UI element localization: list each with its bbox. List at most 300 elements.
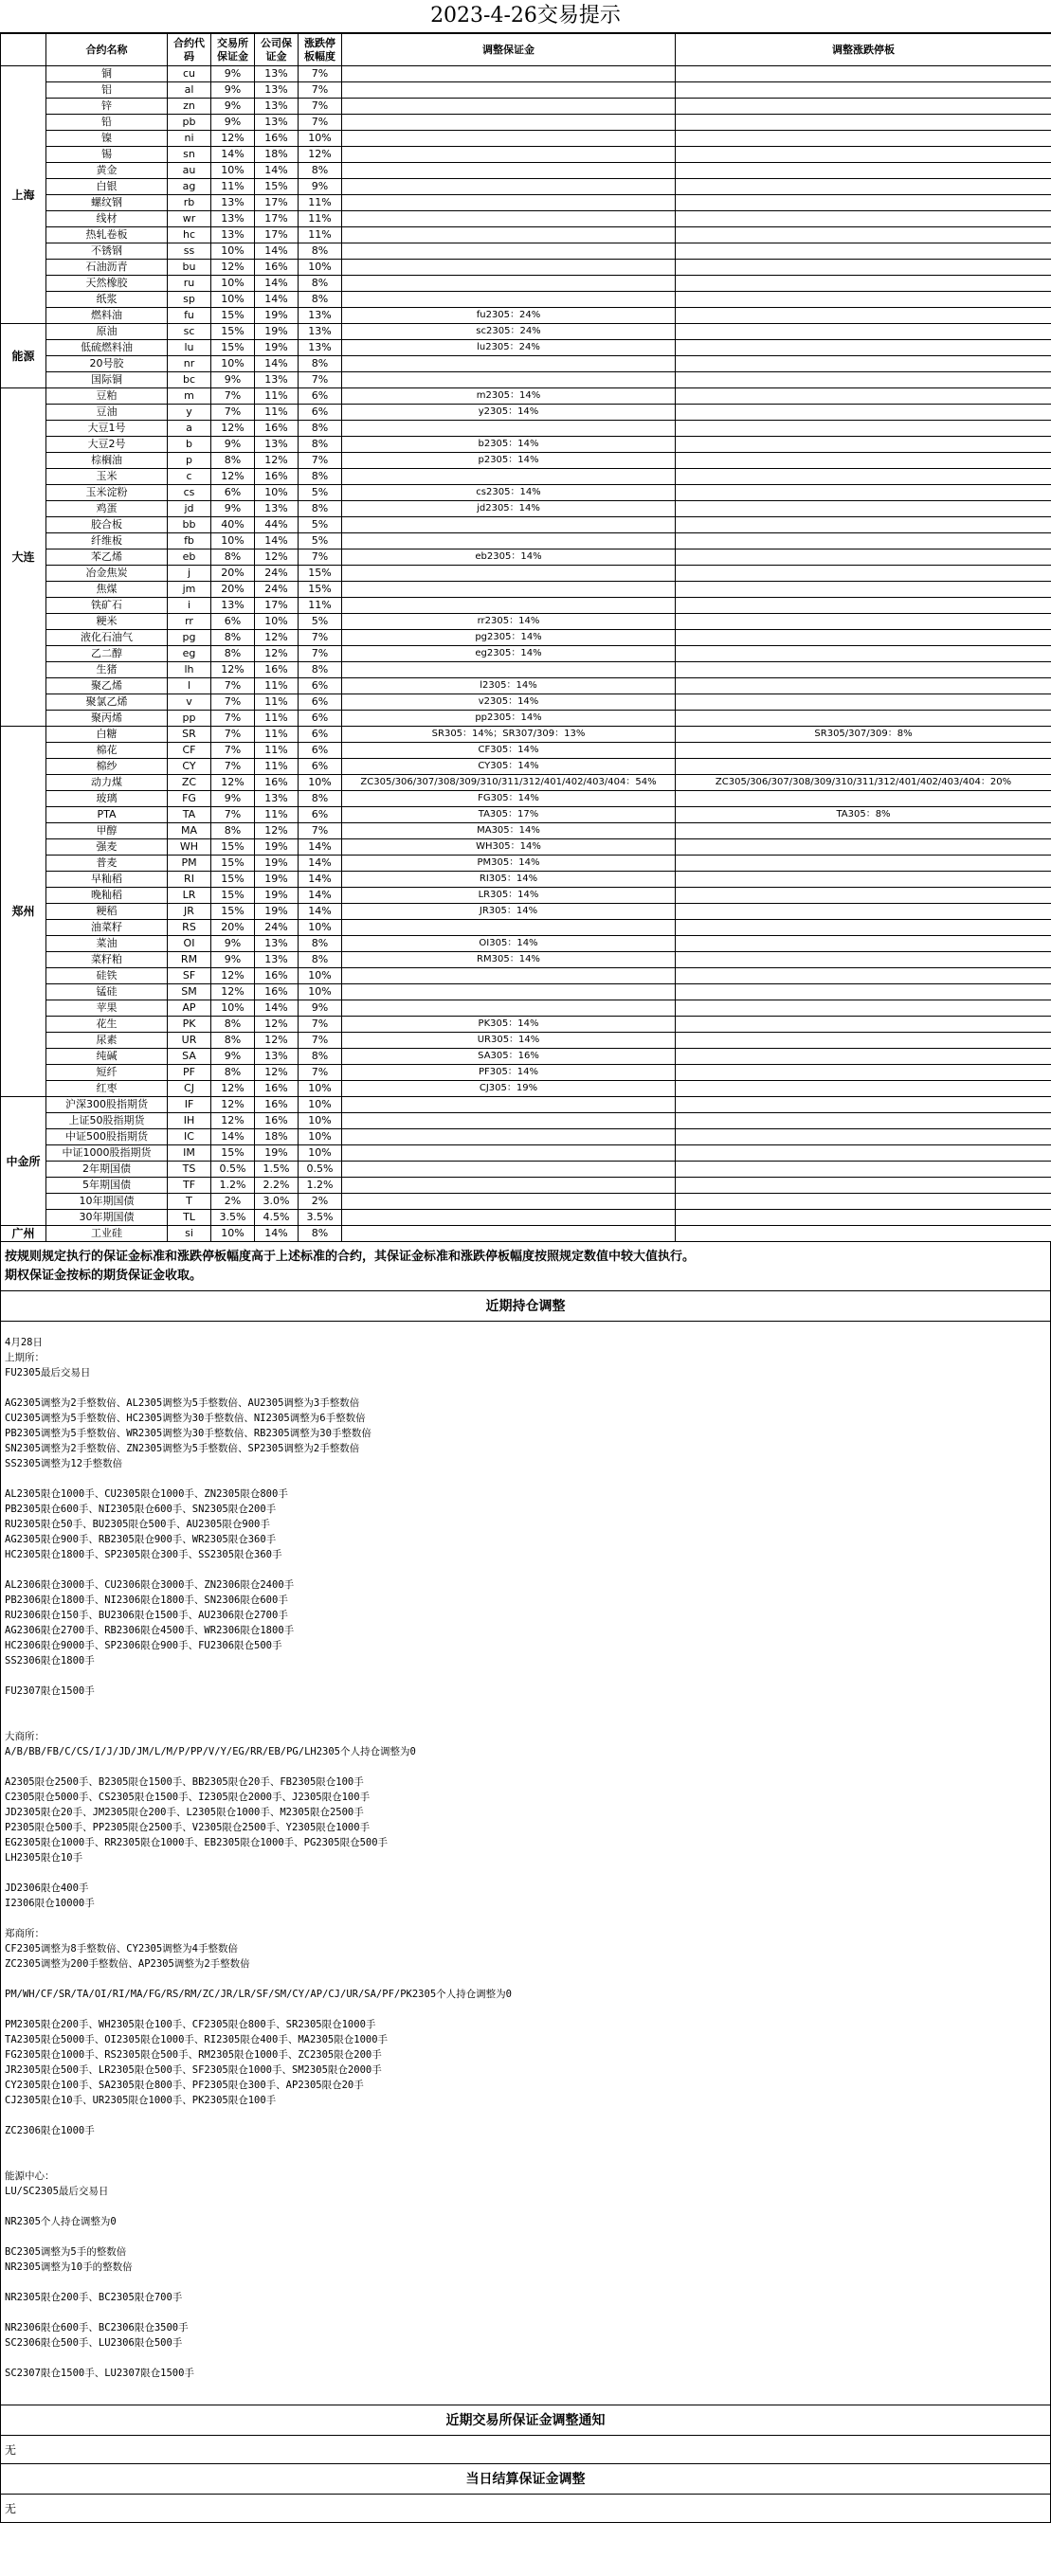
contract-name-cell: 中证1000股指期货 bbox=[46, 1145, 168, 1162]
contract-name-cell: 10年期国债 bbox=[46, 1194, 168, 1210]
adjusted-price-limit-cell bbox=[676, 549, 1051, 566]
contract-name-cell: 铁矿石 bbox=[46, 598, 168, 614]
contract-code-cell: RI bbox=[168, 872, 211, 888]
table-row bbox=[1, 968, 1051, 984]
adjusted-price-limit-cell bbox=[676, 533, 1051, 549]
adjusted-margin-cell bbox=[342, 1145, 676, 1162]
company-margin-cell: 10% bbox=[255, 485, 299, 501]
table-row bbox=[1, 872, 1051, 888]
contract-name-cell: 铜 bbox=[46, 66, 168, 82]
price-limit-cell: 10% bbox=[299, 775, 342, 791]
exchange-margin-cell: 9% bbox=[211, 952, 255, 968]
table-row bbox=[1, 82, 1051, 99]
company-margin-cell: 15% bbox=[255, 179, 299, 195]
table-row bbox=[1, 1113, 1051, 1129]
adjusted-margin-cell: pg2305：14% bbox=[342, 630, 676, 646]
table-row bbox=[1, 211, 1051, 227]
price-limit-cell: 7% bbox=[299, 453, 342, 469]
table-row bbox=[1, 1145, 1051, 1162]
contract-name-cell: 粳稻 bbox=[46, 904, 168, 920]
contract-code-cell: lu bbox=[168, 340, 211, 356]
company-margin-cell: 14% bbox=[255, 276, 299, 292]
price-limit-cell: 7% bbox=[299, 115, 342, 131]
exchange-label: 上海 bbox=[1, 66, 46, 324]
contract-code-cell: PK bbox=[168, 1017, 211, 1033]
adjusted-margin-cell bbox=[342, 566, 676, 582]
contract-code-cell: SM bbox=[168, 984, 211, 1000]
contract-name-cell: 白糖 bbox=[46, 727, 168, 743]
exchange-margin-cell: 13% bbox=[211, 227, 255, 243]
price-limit-cell: 7% bbox=[299, 372, 342, 388]
adjusted-price-limit-cell bbox=[676, 598, 1051, 614]
header-cell: 涨跌停板幅度 bbox=[299, 34, 342, 66]
table-row bbox=[1, 1049, 1051, 1065]
price-limit-cell: 9% bbox=[299, 179, 342, 195]
contract-code-cell: TF bbox=[168, 1178, 211, 1194]
contract-code-cell: eg bbox=[168, 646, 211, 662]
adjusted-price-limit-cell bbox=[676, 82, 1051, 99]
exchange-label: 郑州 bbox=[1, 727, 46, 1097]
exchange-margin-cell: 10% bbox=[211, 292, 255, 308]
exchange-margin-cell: 9% bbox=[211, 501, 255, 517]
contract-name-cell: 尿素 bbox=[46, 1033, 168, 1049]
adjusted-margin-cell: RM305：14% bbox=[342, 952, 676, 968]
adjusted-margin-cell: eg2305：14% bbox=[342, 646, 676, 662]
contract-code-cell: sc bbox=[168, 324, 211, 340]
adjusted-price-limit-cell bbox=[676, 131, 1051, 147]
adjusted-margin-cell bbox=[342, 372, 676, 388]
contract-name-cell: 大豆2号 bbox=[46, 437, 168, 453]
adjusted-price-limit-cell bbox=[676, 405, 1051, 421]
table-row bbox=[1, 292, 1051, 308]
company-margin-cell: 13% bbox=[255, 1049, 299, 1065]
margin-notice-text: 无 bbox=[0, 2436, 1051, 2464]
adjusted-margin-cell: PF305：14% bbox=[342, 1065, 676, 1081]
contract-name-cell: 锰硅 bbox=[46, 984, 168, 1000]
exchange-margin-cell: 10% bbox=[211, 163, 255, 179]
contract-name-cell: 线材 bbox=[46, 211, 168, 227]
table-row bbox=[1, 131, 1051, 147]
adjusted-margin-cell: RI305：14% bbox=[342, 872, 676, 888]
adjusted-price-limit-cell bbox=[676, 372, 1051, 388]
adjusted-price-limit-cell bbox=[676, 1210, 1051, 1226]
contract-name-cell: 花生 bbox=[46, 1017, 168, 1033]
price-limit-cell: 7% bbox=[299, 1033, 342, 1049]
exchange-margin-cell: 9% bbox=[211, 115, 255, 131]
company-margin-cell: 24% bbox=[255, 582, 299, 598]
contract-name-cell: 低硫燃料油 bbox=[46, 340, 168, 356]
adjusted-price-limit-cell bbox=[676, 694, 1051, 711]
company-margin-cell: 13% bbox=[255, 936, 299, 952]
adjusted-price-limit-cell bbox=[676, 485, 1051, 501]
company-margin-cell: 13% bbox=[255, 791, 299, 807]
contract-code-cell: TS bbox=[168, 1162, 211, 1178]
header-cell: 调整涨跌停板 bbox=[676, 34, 1051, 66]
exchange-margin-cell: 12% bbox=[211, 984, 255, 1000]
adjusted-margin-cell bbox=[342, 1210, 676, 1226]
adjusted-price-limit-cell bbox=[676, 1049, 1051, 1065]
exchange-margin-cell: 7% bbox=[211, 743, 255, 759]
adjusted-price-limit-cell bbox=[676, 388, 1051, 405]
exchange-margin-cell: 9% bbox=[211, 372, 255, 388]
adjusted-price-limit-cell bbox=[676, 1162, 1051, 1178]
exchange-margin-cell: 8% bbox=[211, 646, 255, 662]
table-row bbox=[1, 1000, 1051, 1017]
price-limit-cell: 10% bbox=[299, 131, 342, 147]
exchange-margin-cell: 7% bbox=[211, 807, 255, 823]
price-limit-cell: 7% bbox=[299, 823, 342, 839]
adjusted-price-limit-cell: SR305/307/309：8% bbox=[676, 727, 1051, 743]
contract-code-cell: CF bbox=[168, 743, 211, 759]
contract-code-cell: si bbox=[168, 1226, 211, 1242]
company-margin-cell: 24% bbox=[255, 920, 299, 936]
contract-name-cell: 玉米 bbox=[46, 469, 168, 485]
contract-code-cell: TA bbox=[168, 807, 211, 823]
adjusted-margin-cell: LR305：14% bbox=[342, 888, 676, 904]
rule-note: 按规则规定执行的保证金标准和涨跌停板幅度高于上述标准的合约，其保证金标准和涨跌停板幅度按照规定数值中较大值执行。 期权保证金按标的期货保证金收取。 bbox=[0, 1242, 1051, 1291]
contract-code-cell: i bbox=[168, 598, 211, 614]
price-limit-cell: 6% bbox=[299, 807, 342, 823]
contract-code-cell: j bbox=[168, 566, 211, 582]
exchange-margin-cell: 13% bbox=[211, 195, 255, 211]
table-row bbox=[1, 469, 1051, 485]
company-margin-cell: 13% bbox=[255, 82, 299, 99]
price-limit-cell: 5% bbox=[299, 614, 342, 630]
adjusted-margin-cell bbox=[342, 82, 676, 99]
company-margin-cell: 10% bbox=[255, 614, 299, 630]
price-limit-cell: 8% bbox=[299, 791, 342, 807]
table-row bbox=[1, 630, 1051, 646]
company-margin-cell: 12% bbox=[255, 453, 299, 469]
company-margin-cell: 16% bbox=[255, 984, 299, 1000]
adjusted-price-limit-cell bbox=[676, 66, 1051, 82]
adjusted-price-limit-cell bbox=[676, 1113, 1051, 1129]
price-limit-cell: 11% bbox=[299, 227, 342, 243]
contract-name-cell: 普麦 bbox=[46, 856, 168, 872]
contract-code-cell: SF bbox=[168, 968, 211, 984]
exchange-margin-cell: 9% bbox=[211, 791, 255, 807]
table-row bbox=[1, 920, 1051, 936]
adjusted-price-limit-cell bbox=[676, 968, 1051, 984]
price-limit-cell: 14% bbox=[299, 839, 342, 856]
adjusted-price-limit-cell bbox=[676, 582, 1051, 598]
exchange-margin-cell: 10% bbox=[211, 276, 255, 292]
adjusted-margin-cell bbox=[342, 1194, 676, 1210]
price-limit-cell: 8% bbox=[299, 1049, 342, 1065]
header-cell: 交易所保证金 bbox=[211, 34, 255, 66]
contract-name-cell: 20号胶 bbox=[46, 356, 168, 372]
exchange-margin-cell: 10% bbox=[211, 1226, 255, 1242]
contract-name-cell: 豆油 bbox=[46, 405, 168, 421]
exchange-margin-cell: 40% bbox=[211, 517, 255, 533]
adjusted-price-limit-cell bbox=[676, 711, 1051, 727]
company-margin-cell: 12% bbox=[255, 823, 299, 839]
table-row bbox=[1, 340, 1051, 356]
company-margin-cell: 11% bbox=[255, 743, 299, 759]
exchange-margin-cell: 10% bbox=[211, 533, 255, 549]
adjusted-margin-cell: ZC305/306/307/308/309/310/311/312/401/402/403/404：54% bbox=[342, 775, 676, 791]
adjusted-price-limit-cell bbox=[676, 1097, 1051, 1113]
adjusted-price-limit-cell bbox=[676, 227, 1051, 243]
table-row bbox=[1, 308, 1051, 324]
contract-code-cell: FG bbox=[168, 791, 211, 807]
exchange-margin-cell: 12% bbox=[211, 260, 255, 276]
contract-name-cell: 热轧卷板 bbox=[46, 227, 168, 243]
exchange-margin-cell: 15% bbox=[211, 872, 255, 888]
adjusted-price-limit-cell bbox=[676, 662, 1051, 678]
company-margin-cell: 24% bbox=[255, 566, 299, 582]
header-cell: 调整保证金 bbox=[342, 34, 676, 66]
adjusted-price-limit-cell bbox=[676, 437, 1051, 453]
contract-name-cell: 苯乙烯 bbox=[46, 549, 168, 566]
price-limit-cell: 10% bbox=[299, 260, 342, 276]
price-limit-cell: 2% bbox=[299, 1194, 342, 1210]
company-margin-cell: 13% bbox=[255, 952, 299, 968]
table-row bbox=[1, 775, 1051, 791]
exchange-margin-cell: 9% bbox=[211, 936, 255, 952]
company-margin-cell: 14% bbox=[255, 163, 299, 179]
settle-adjust-title: 当日结算保证金调整 bbox=[0, 2464, 1051, 2495]
contract-code-cell: sn bbox=[168, 147, 211, 163]
company-margin-cell: 14% bbox=[255, 533, 299, 549]
adjusted-margin-cell bbox=[342, 243, 676, 260]
company-margin-cell: 13% bbox=[255, 501, 299, 517]
exchange-margin-cell: 11% bbox=[211, 179, 255, 195]
adjusted-price-limit-cell bbox=[676, 356, 1051, 372]
table-row bbox=[1, 856, 1051, 872]
exchange-margin-cell: 13% bbox=[211, 211, 255, 227]
adjusted-margin-cell bbox=[342, 984, 676, 1000]
contract-name-cell: 工业硅 bbox=[46, 1226, 168, 1242]
adjusted-price-limit-cell bbox=[676, 952, 1051, 968]
exchange-margin-cell: 8% bbox=[211, 1033, 255, 1049]
company-margin-cell: 17% bbox=[255, 598, 299, 614]
price-limit-cell: 14% bbox=[299, 872, 342, 888]
contract-code-cell: PM bbox=[168, 856, 211, 872]
adjusted-margin-cell bbox=[342, 469, 676, 485]
exchange-margin-cell: 9% bbox=[211, 99, 255, 115]
exchange-margin-cell: 2% bbox=[211, 1194, 255, 1210]
table-row bbox=[1, 1178, 1051, 1194]
price-limit-cell: 8% bbox=[299, 421, 342, 437]
contract-code-cell: bu bbox=[168, 260, 211, 276]
adjusted-margin-cell bbox=[342, 115, 676, 131]
adjusted-margin-cell bbox=[342, 920, 676, 936]
contract-name-cell: 乙二醇 bbox=[46, 646, 168, 662]
table-row bbox=[1, 598, 1051, 614]
table-row bbox=[1, 727, 1051, 743]
header-cell: 合约名称 bbox=[46, 34, 168, 66]
contract-name-cell: 晚籼稻 bbox=[46, 888, 168, 904]
exchange-margin-cell: 12% bbox=[211, 662, 255, 678]
contract-code-cell: al bbox=[168, 82, 211, 99]
table-row bbox=[1, 437, 1051, 453]
adjusted-price-limit-cell bbox=[676, 163, 1051, 179]
contract-name-cell: 原油 bbox=[46, 324, 168, 340]
contract-name-cell: 豆粕 bbox=[46, 388, 168, 405]
contract-name-cell: 燃料油 bbox=[46, 308, 168, 324]
exchange-label: 大连 bbox=[1, 388, 46, 727]
contract-code-cell: SR bbox=[168, 727, 211, 743]
contract-name-cell: 棉纱 bbox=[46, 759, 168, 775]
contract-code-cell: ZC bbox=[168, 775, 211, 791]
table-row bbox=[1, 1210, 1051, 1226]
contract-code-cell: y bbox=[168, 405, 211, 421]
company-margin-cell: 17% bbox=[255, 227, 299, 243]
price-limit-cell: 10% bbox=[299, 1145, 342, 1162]
contract-name-cell: 玻璃 bbox=[46, 791, 168, 807]
company-margin-cell: 1.5% bbox=[255, 1162, 299, 1178]
price-limit-cell: 7% bbox=[299, 82, 342, 99]
price-limit-cell: 10% bbox=[299, 984, 342, 1000]
contract-name-cell: 聚乙烯 bbox=[46, 678, 168, 694]
price-limit-cell: 5% bbox=[299, 517, 342, 533]
price-limit-cell: 11% bbox=[299, 598, 342, 614]
contract-code-cell: sp bbox=[168, 292, 211, 308]
contract-code-cell: ru bbox=[168, 276, 211, 292]
company-margin-cell: 19% bbox=[255, 839, 299, 856]
price-limit-cell: 7% bbox=[299, 99, 342, 115]
table-row bbox=[1, 276, 1051, 292]
adjusted-price-limit-cell bbox=[676, 260, 1051, 276]
adjusted-price-limit-cell bbox=[676, 517, 1051, 533]
company-margin-cell: 17% bbox=[255, 211, 299, 227]
adjusted-margin-cell bbox=[342, 260, 676, 276]
company-margin-cell: 18% bbox=[255, 1129, 299, 1145]
table-row bbox=[1, 356, 1051, 372]
contract-name-cell: 生猪 bbox=[46, 662, 168, 678]
adjusted-price-limit-cell bbox=[676, 1065, 1051, 1081]
contract-name-cell: 苹果 bbox=[46, 1000, 168, 1017]
price-limit-cell: 7% bbox=[299, 1065, 342, 1081]
table-row bbox=[1, 1097, 1051, 1113]
contract-name-cell: 黄金 bbox=[46, 163, 168, 179]
adjusted-margin-cell: rr2305：14% bbox=[342, 614, 676, 630]
exchange-margin-cell: 10% bbox=[211, 243, 255, 260]
contract-name-cell: 天然橡胶 bbox=[46, 276, 168, 292]
table-row bbox=[1, 646, 1051, 662]
table-row bbox=[1, 1081, 1051, 1097]
contract-name-cell: 铅 bbox=[46, 115, 168, 131]
contract-name-cell: PTA bbox=[46, 807, 168, 823]
table-row bbox=[1, 388, 1051, 405]
contract-code-cell: bb bbox=[168, 517, 211, 533]
company-margin-cell: 18% bbox=[255, 147, 299, 163]
exchange-margin-cell: 12% bbox=[211, 775, 255, 791]
table-row bbox=[1, 888, 1051, 904]
contract-code-cell: zn bbox=[168, 99, 211, 115]
contract-name-cell: 纯碱 bbox=[46, 1049, 168, 1065]
adjusted-price-limit-cell bbox=[676, 856, 1051, 872]
contract-name-cell: 棉花 bbox=[46, 743, 168, 759]
contract-code-cell: RS bbox=[168, 920, 211, 936]
exchange-margin-cell: 3.5% bbox=[211, 1210, 255, 1226]
table-row bbox=[1, 501, 1051, 517]
contract-name-cell: 30年期国债 bbox=[46, 1210, 168, 1226]
company-margin-cell: 11% bbox=[255, 678, 299, 694]
contract-name-cell: 上证50股指期货 bbox=[46, 1113, 168, 1129]
contract-name-cell: 纤维板 bbox=[46, 533, 168, 549]
exchange-margin-cell: 9% bbox=[211, 437, 255, 453]
adjusted-margin-cell: sc2305：24% bbox=[342, 324, 676, 340]
company-margin-cell: 12% bbox=[255, 1065, 299, 1081]
price-limit-cell: 8% bbox=[299, 276, 342, 292]
adjusted-margin-cell bbox=[342, 99, 676, 115]
company-margin-cell: 12% bbox=[255, 1033, 299, 1049]
adjusted-margin-cell: SR305：14%；SR307/309：13% bbox=[342, 727, 676, 743]
adjusted-price-limit-cell bbox=[676, 421, 1051, 437]
company-margin-cell: 11% bbox=[255, 807, 299, 823]
contract-code-cell: T bbox=[168, 1194, 211, 1210]
adjusted-margin-cell: JR305：14% bbox=[342, 904, 676, 920]
exchange-label: 能源 bbox=[1, 324, 46, 388]
price-limit-cell: 15% bbox=[299, 566, 342, 582]
exchange-margin-cell: 15% bbox=[211, 856, 255, 872]
adjusted-margin-cell: m2305：14% bbox=[342, 388, 676, 405]
contract-name-cell: 焦煤 bbox=[46, 582, 168, 598]
position-adjust-title: 近期持仓调整 bbox=[0, 1291, 1051, 1322]
adjusted-price-limit-cell bbox=[676, 179, 1051, 195]
price-limit-cell: 6% bbox=[299, 678, 342, 694]
contract-name-cell: 胶合板 bbox=[46, 517, 168, 533]
contract-code-cell: jd bbox=[168, 501, 211, 517]
company-margin-cell: 2.2% bbox=[255, 1178, 299, 1194]
contract-code-cell: OI bbox=[168, 936, 211, 952]
price-limit-cell: 14% bbox=[299, 888, 342, 904]
contract-code-cell: UR bbox=[168, 1033, 211, 1049]
contract-name-cell: 粳米 bbox=[46, 614, 168, 630]
adjusted-margin-cell bbox=[342, 517, 676, 533]
adjusted-margin-cell bbox=[342, 356, 676, 372]
adjusted-margin-cell bbox=[342, 211, 676, 227]
contract-code-cell: p bbox=[168, 453, 211, 469]
adjusted-price-limit-cell bbox=[676, 920, 1051, 936]
adjusted-margin-cell: WH305：14% bbox=[342, 839, 676, 856]
adjusted-margin-cell bbox=[342, 292, 676, 308]
exchange-label: 中金所 bbox=[1, 1097, 46, 1226]
company-margin-cell: 16% bbox=[255, 1097, 299, 1113]
contract-name-cell: 玉米淀粉 bbox=[46, 485, 168, 501]
header-exchange bbox=[1, 34, 46, 66]
table-row bbox=[1, 662, 1051, 678]
adjusted-margin-cell: PK305：14% bbox=[342, 1017, 676, 1033]
adjusted-margin-cell bbox=[342, 227, 676, 243]
price-limit-cell: 8% bbox=[299, 437, 342, 453]
table-row bbox=[1, 1226, 1051, 1242]
exchange-margin-cell: 7% bbox=[211, 694, 255, 711]
price-limit-cell: 6% bbox=[299, 743, 342, 759]
table-row bbox=[1, 533, 1051, 549]
contract-code-cell: l bbox=[168, 678, 211, 694]
price-limit-cell: 6% bbox=[299, 711, 342, 727]
exchange-margin-cell: 12% bbox=[211, 421, 255, 437]
company-margin-cell: 3.0% bbox=[255, 1194, 299, 1210]
price-limit-cell: 11% bbox=[299, 211, 342, 227]
adjusted-price-limit-cell bbox=[676, 1194, 1051, 1210]
company-margin-cell: 16% bbox=[255, 968, 299, 984]
exchange-margin-cell: 15% bbox=[211, 340, 255, 356]
adjusted-price-limit-cell bbox=[676, 759, 1051, 775]
adjusted-margin-cell bbox=[342, 179, 676, 195]
price-limit-cell: 10% bbox=[299, 920, 342, 936]
contract-name-cell: 铝 bbox=[46, 82, 168, 99]
adjusted-margin-cell bbox=[342, 662, 676, 678]
margin-notice-title: 近期交易所保证金调整通知 bbox=[0, 2405, 1051, 2436]
contract-code-cell: WH bbox=[168, 839, 211, 856]
table-row bbox=[1, 453, 1051, 469]
exchange-margin-cell: 0.5% bbox=[211, 1162, 255, 1178]
contract-code-cell: CJ bbox=[168, 1081, 211, 1097]
